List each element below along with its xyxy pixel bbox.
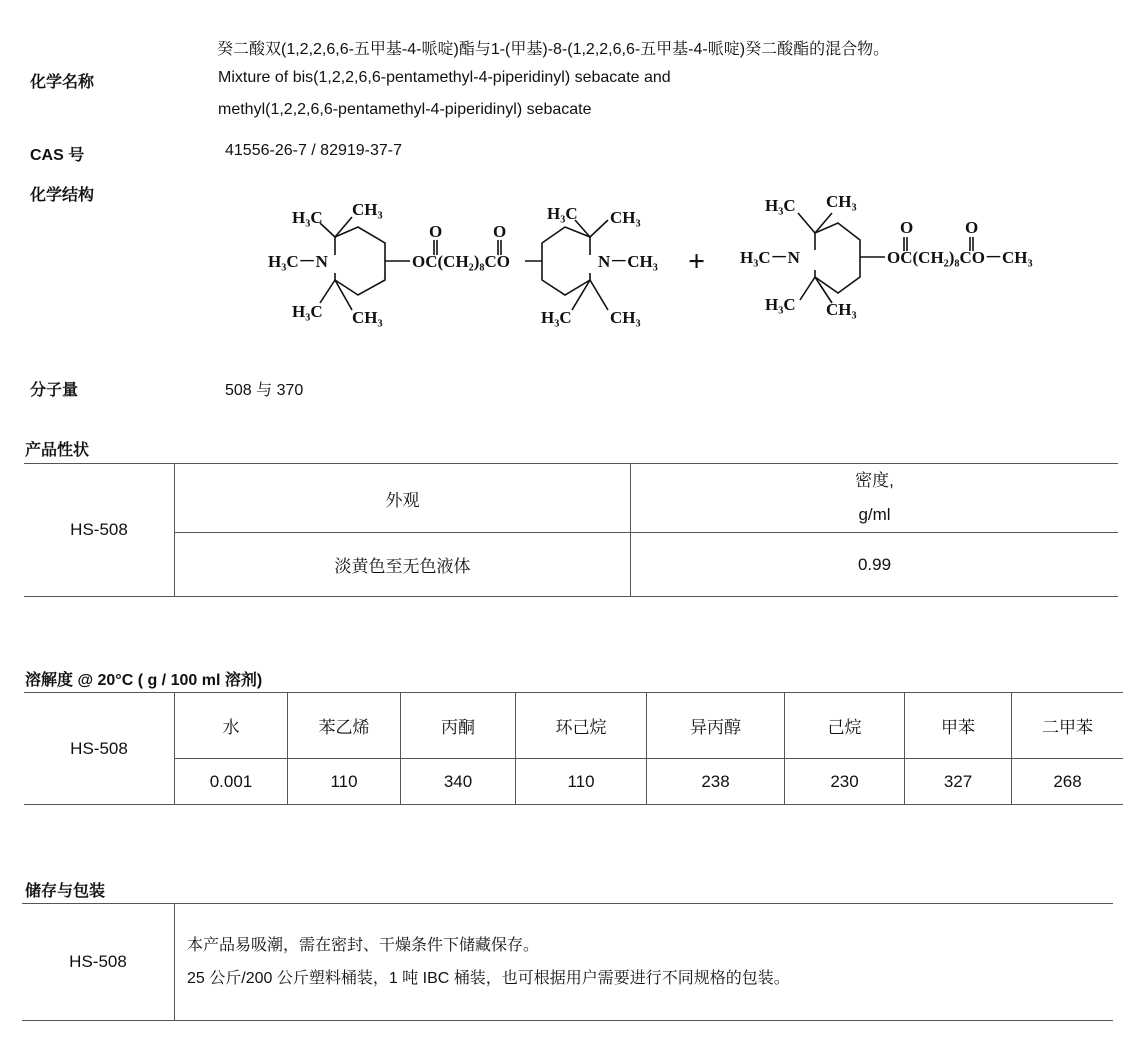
cas-label: CAS 号 xyxy=(30,147,85,164)
props-col-density-line2: g/ml xyxy=(858,505,891,524)
chemical-structure-diagram xyxy=(260,185,1060,345)
solubility-value: 268 xyxy=(1012,759,1124,805)
solubility-value: 340 xyxy=(401,759,516,805)
solvent-header: 环己烷 xyxy=(516,693,647,759)
solvent-header: 水 xyxy=(175,693,288,759)
struct-ch3-1: CH₃ xyxy=(352,200,383,219)
chem-name-en-line1: Mixture of bis(1,2,2,6,6-pentamethyl-4-piperidinyl) sebacate and xyxy=(218,69,671,86)
solvent-header: 甲苯 xyxy=(905,693,1012,759)
storage-text xyxy=(175,904,1114,1021)
solvent-header: 二甲苯 xyxy=(1012,693,1124,759)
solubility-header-row xyxy=(24,693,1123,759)
props-title: 产品性状 xyxy=(25,442,90,459)
props-col-density xyxy=(631,464,1119,533)
storage-title: 储存与包装 xyxy=(25,883,106,900)
struct-h3c-5: H₃C xyxy=(765,196,796,215)
struct-h3c-n-1: H₃C－N xyxy=(268,252,328,271)
solubility-value: 0.001 xyxy=(175,759,288,805)
solubility-value-row xyxy=(24,759,1123,805)
solvent-header: 丙酮 xyxy=(401,693,516,759)
solvent-header: 己烷 xyxy=(785,693,905,759)
struct-o-2: O xyxy=(493,222,507,241)
struct-h3c-4: H₃C xyxy=(541,308,572,327)
solubility-product: HS-508 xyxy=(24,693,175,805)
chem-name-cn: 癸二酸双(1,2,2,6,6-五甲基-4-哌啶)酯与1-(甲基)-8-(1,2,2,6,6-五甲基-4-哌啶)癸二酸酯的混合物。 xyxy=(217,41,890,58)
struct-plus: + xyxy=(688,245,706,278)
struct-h3c-n-2: H₃C－N xyxy=(740,248,800,267)
solubility-value: 327 xyxy=(905,759,1012,805)
struct-ch3-3: CH₃ xyxy=(610,208,641,227)
struct-h3c-2: H₃C xyxy=(292,302,323,321)
struct-ch3-6: CH₃ xyxy=(826,300,857,319)
storage-table xyxy=(22,903,1113,1021)
props-col-density-line1: 密度, xyxy=(855,471,894,490)
storage-line2: 25 公斤/200 公斤塑料桶装，1 吨 IBC 桶装，也可根据用户需要进行不同规格的包装。 xyxy=(187,970,790,987)
props-col-appearance: 外观 xyxy=(175,464,631,533)
struct-ch3-5: CH₃ xyxy=(826,192,857,211)
props-density: 0.99 xyxy=(631,533,1119,597)
struct-h3c-1: H₃C xyxy=(292,208,323,227)
structure-label: 化学结构 xyxy=(30,187,95,204)
mw-label: 分子量 xyxy=(30,382,79,399)
solubility-table xyxy=(24,692,1123,805)
solvent-header: 苯乙烯 xyxy=(288,693,401,759)
solubility-value: 238 xyxy=(647,759,785,805)
struct-chain-1: OC(CH₂)₈CO xyxy=(412,252,511,271)
solvent-header: 异丙醇 xyxy=(647,693,785,759)
props-appearance: 淡黄色至无色液体 xyxy=(175,533,631,597)
chem-name-en-line2: methyl(1,2,2,6,6-pentamethyl-4-piperidinyl) sebacate xyxy=(218,101,592,118)
storage-product: HS-508 xyxy=(22,904,175,1021)
cas-value: 41556-26-7 / 82919-37-7 xyxy=(225,142,403,159)
struct-ch3-2: CH₃ xyxy=(352,308,383,327)
props-table xyxy=(24,463,1118,597)
solubility-value: 110 xyxy=(288,759,401,805)
chem-name-label: 化学名称 xyxy=(30,74,95,91)
solubility-value: 110 xyxy=(516,759,647,805)
struct-o-1: O xyxy=(429,222,443,241)
storage-line1: 本产品易吸潮，需在密封、干燥条件下储藏保存。 xyxy=(187,937,540,954)
solubility-title: 溶解度 @ 20°C ( g / 100 ml 溶剂) xyxy=(25,672,263,689)
struct-chain-2: OC(CH₂)₈CO－CH₃ xyxy=(887,248,1033,267)
struct-h3c-6: H₃C xyxy=(765,295,796,314)
mw-value: 508 与 370 xyxy=(225,382,304,399)
struct-ch3-4: CH₃ xyxy=(610,308,641,327)
props-product: HS-508 xyxy=(24,464,175,597)
struct-o-3: O xyxy=(900,218,914,237)
struct-n-ch3-1: N－CH₃ xyxy=(598,252,658,271)
solubility-value: 230 xyxy=(785,759,905,805)
struct-h3c-3: H₃C xyxy=(547,204,578,223)
struct-o-4: O xyxy=(965,218,979,237)
